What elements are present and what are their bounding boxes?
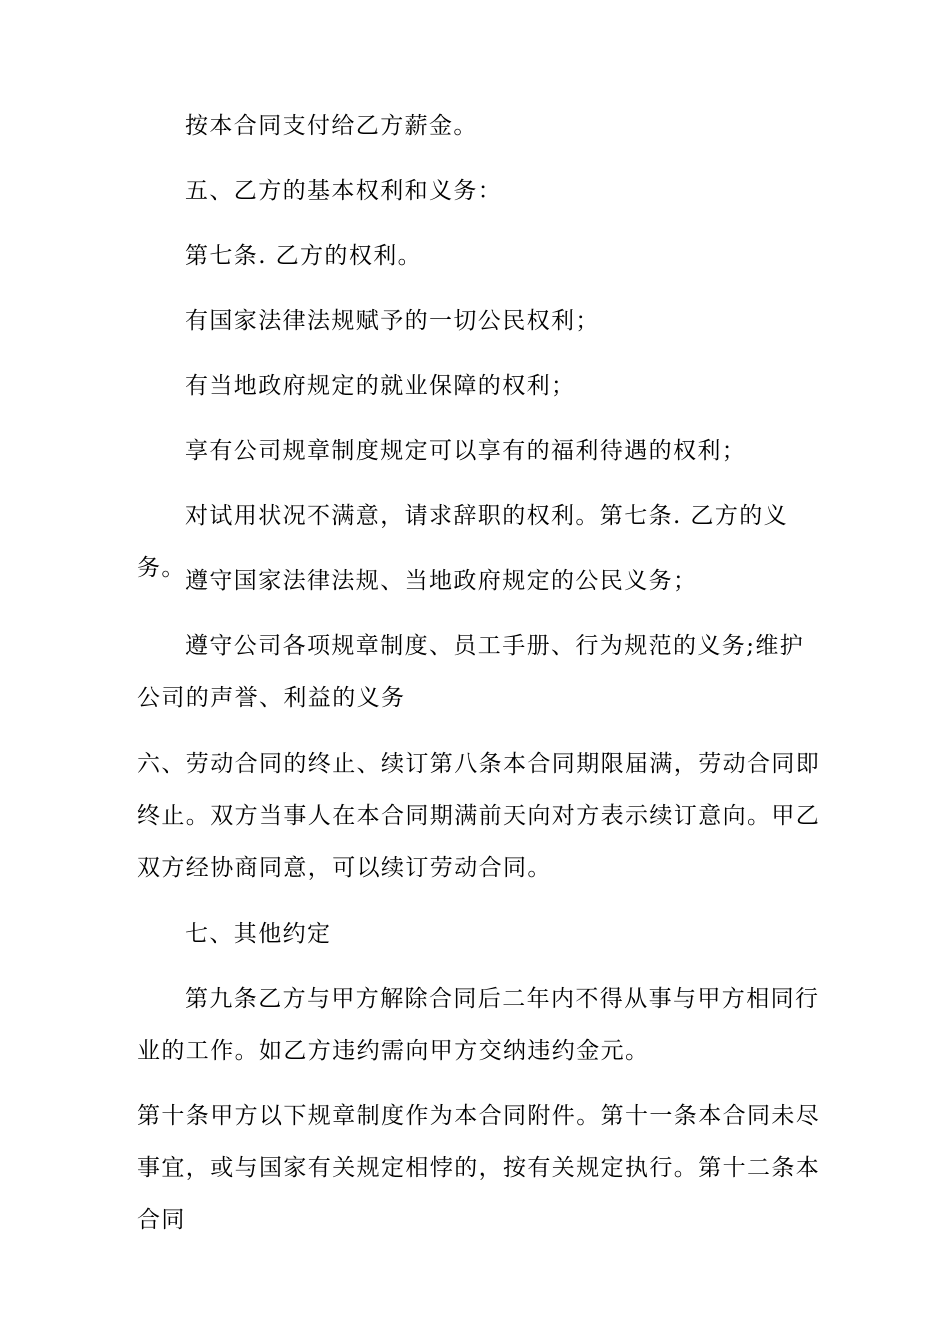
right-resign: 对试用状况不满意，请求辞职的权利。第七条. 乙方的义务。 [137,503,789,581]
article-nine: 第九条乙方与甲方解除合同后二年内不得从事与甲方相同行业的工作。如乙方违约需向甲方交纳违约金元。 [137,986,820,1064]
heading-section-seven: 七、其他约定 [185,921,332,947]
right-citizen: 有国家法律法规赋予的一切公民权利； [185,308,600,334]
right-welfare: 享有公司规章制度规定可以享有的福利待遇的权利； [185,438,747,464]
section-six-termination: 六、劳动合同的终止、续订第八条本合同期限届满，劳动合同即终止。双方当事人在本合同期满前天向对方表示续订意向。甲乙双方经协商同意，可以续订劳动合同。 [137,751,821,881]
article-ten: 第十条甲方以下规章制度作为本合同附件。第十一条本合同未尽事宜，或与国家有关规定相悖的，按有关规定执行。第十二条本合同 [137,1103,821,1233]
article-seven-rights: 第七条. 乙方的权利。 [185,243,423,269]
right-employment: 有当地政府规定的就业保障的权利； [185,373,576,399]
paragraph-payment: 按本合同支付给乙方薪金。 [185,113,478,139]
duty-law: 遵守国家法律法规、当地政府规定的公民义务； [185,568,698,594]
heading-section-five: 五、乙方的基本权利和义务： [185,178,503,204]
duty-company: 遵守公司各项规章制度、员工手册、行为规范的义务;维护公司的声誉、利益的义务 [137,633,805,711]
